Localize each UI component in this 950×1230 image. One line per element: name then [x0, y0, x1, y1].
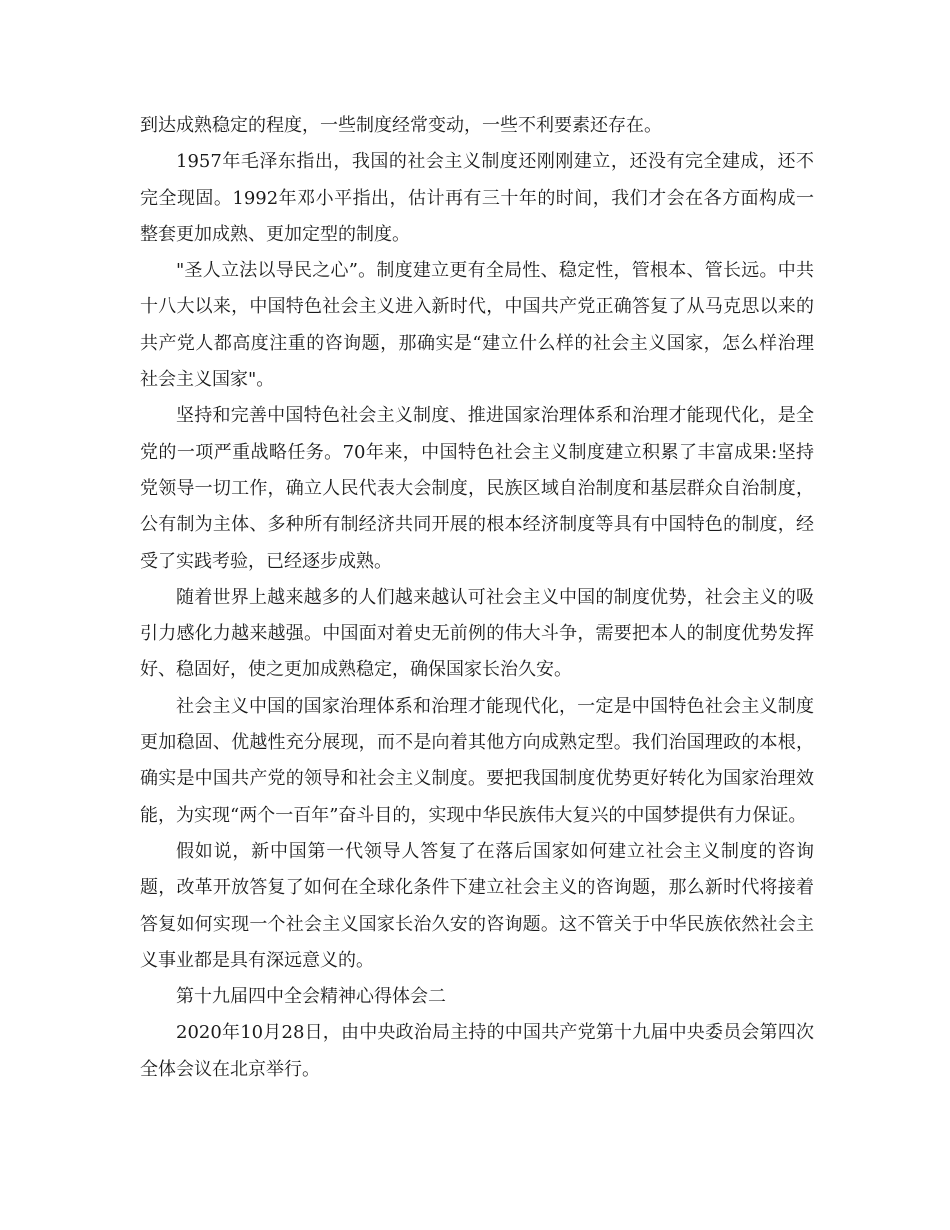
paragraph-sages-law: "圣人立法以导民之心”。制度建立更有全局性、稳定性，管根本、管长远。中共十八大以来，中国特色社会主义进入新时代，中国共产党正确答复了从马克思以来的共产党人都高度注重的咨询题，那确实是“建立什么样的社会主义国家，怎么样治理社会主义国家"。: [140, 260, 814, 391]
paragraph-uphold-improve: 坚持和完善中国特色社会主义制度、推进国家治理体系和治理才能现代化，是全党的一项严重战略任务。70年来，中国特色社会主义制度建立积累了丰富成果:坚持党领导一切工作，确立人民代表大会制度，民族区域自治制度和基层群众自治制度，公有制为主体、多种所有制经济共同开展的根本经济制度等具有中国特色的制度，经受了实践考验，已经逐步成熟。: [140, 405, 814, 572]
paragraph-world-recognition: 随着世界上越来越多的人们越来越认可社会主义中国的制度优势，社会主义的吸引力感化力越来越强。中国面对着史无前例的伟大斗争，需要把本人的制度优势发挥好、稳固好，使之更加成熟稳定，确保国家长治久安。: [140, 586, 814, 681]
document-body: [140, 108, 814, 1088]
paragraph-plenary-session: 2020年10月28日，由中央政治局主持的中国共产党第十九届中央委员会第四次全体会议在北京举行。: [140, 1022, 814, 1080]
paragraph-1957-mao: 1957年毛泽东指出，我国的社会主义制度还刚刚建立，还没有完全建成，还不完全现固。1992年邓小平指出，估计再有三十年的时间，我们才会在各方面构成一整套更加成熟、更加定型的制度。: [140, 151, 814, 245]
paragraph-governance-modernization: 社会主义中国的国家治理体系和治理才能现代化，一定是中国特色社会主义制度更加稳固、优越性充分展现，而不是向着其他方向成熟定型。我们治国理政的本根，确实是中国共产党的领导和社会主义制度。要把我国制度优势更好转化为国家治理效能，为实现“两个一百年”奋斗目的，实现中华民族伟大复兴的中国梦提供有力保证。: [140, 695, 814, 826]
paragraph-if-we-say: 假如说，新中国第一代领导人答复了在落后国家如何建立社会主义制度的咨询题，改革开放答复了如何在全球化条件下建立社会主义的咨询题，那么新时代将接着答复如何实现一个社会主义国家长治久安的咨询题。这不管关于中华民族依然社会主义事业都是具有深远意义的。: [140, 840, 814, 971]
paragraph-continuation: 到达成熟稳定的程度，一些制度经常变动，一些不利要素还存在。: [140, 115, 662, 136]
section-heading: 第十九届四中全会精神心得体会二: [176, 986, 446, 1008]
